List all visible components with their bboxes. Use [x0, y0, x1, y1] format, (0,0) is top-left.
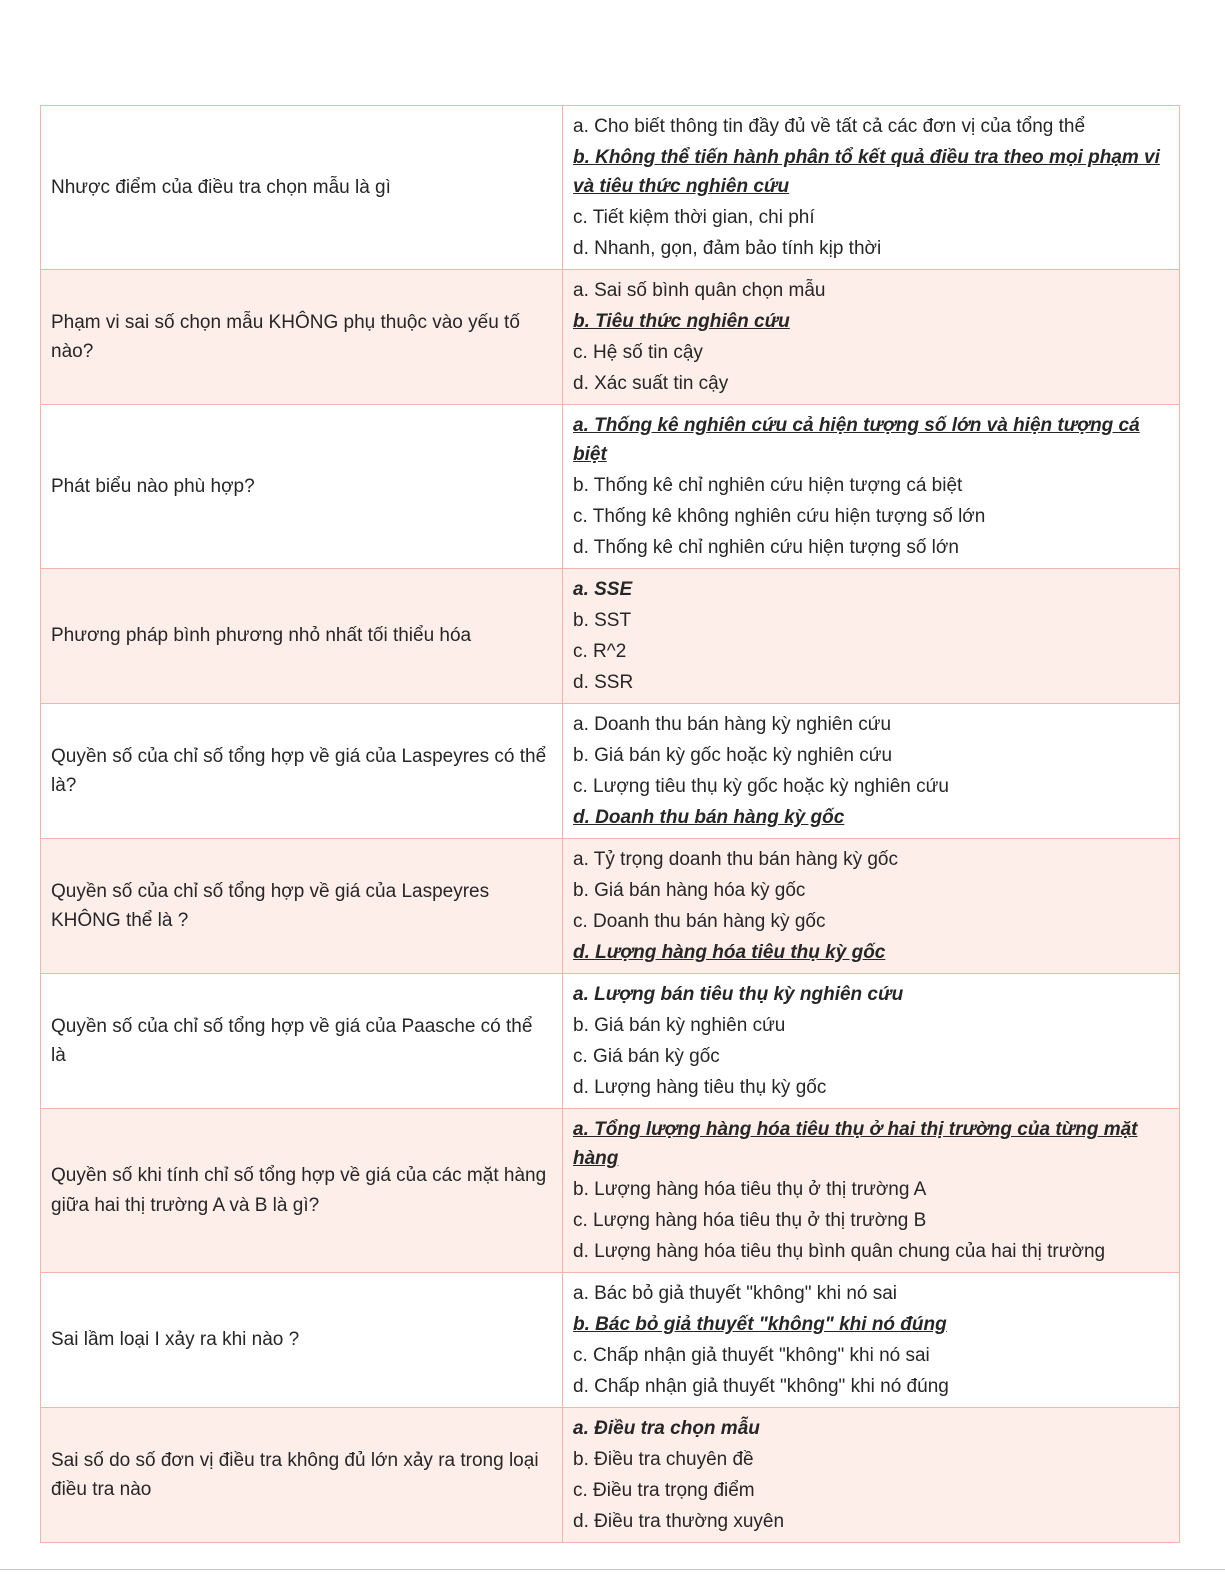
- answer-option: c. Lượng tiêu thụ kỳ gốc hoặc kỳ nghiên cứu: [573, 776, 949, 797]
- question-cell: Phạm vi sai số chọn mẫu KHÔNG phụ thuộc vào yếu tố nào?: [41, 270, 563, 405]
- answer-option: c. Chấp nhận giả thuyết "không" khi nó sai: [573, 1345, 930, 1366]
- answer-option: d. Lượng hàng tiêu thụ kỳ gốc: [573, 1077, 827, 1098]
- correct-answer-option: a. Lượng bán tiêu thụ kỳ nghiên cứu: [573, 984, 904, 1005]
- table-row: [41, 839, 1180, 974]
- answer-option: b. Lượng hàng hóa tiêu thụ ở thị trường A: [573, 1179, 927, 1200]
- answer-option: d. Điều tra thường xuyên: [573, 1511, 785, 1532]
- correct-answer-option: b. Tiêu thức nghiên cứu: [573, 311, 790, 332]
- answer-option: c. Thống kê không nghiên cứu hiện tượng số lớn: [573, 506, 986, 527]
- answer-option: d. Xác suất tin cậy: [573, 373, 729, 394]
- answer-option: c. R^2: [573, 641, 627, 662]
- question-cell: Phát biểu nào phù hợp?: [41, 405, 563, 569]
- correct-answer-option: b. Không thể tiến hành phân tổ kết quả điều tra theo mọi phạm vi và tiêu thức nghiên cứu: [573, 147, 1160, 197]
- answer-option: d. SSR: [573, 672, 634, 693]
- answer-option: c. Lượng hàng hóa tiêu thụ ở thị trường B: [573, 1210, 927, 1231]
- answers-cell: [563, 569, 1180, 704]
- correct-answer-option: b. Bác bỏ giả thuyết "không" khi nó đúng: [573, 1314, 947, 1335]
- table-row: [41, 405, 1180, 569]
- answer-option: b. Điều tra chuyên đề: [573, 1449, 754, 1470]
- answers-cell: [563, 1408, 1180, 1543]
- answers-cell: [563, 974, 1180, 1109]
- answer-option: d. Nhanh, gọn, đảm bảo tính kịp thời: [573, 238, 882, 259]
- answer-option: c. Điều tra trọng điểm: [573, 1480, 755, 1501]
- answer-option: c. Tiết kiệm thời gian, chi phí: [573, 207, 815, 228]
- table-row: [41, 1408, 1180, 1543]
- answer-option: c. Hệ số tin cậy: [573, 342, 703, 363]
- correct-answer-option: a. SSE: [573, 579, 633, 600]
- answer-option: a. Sai số bình quân chọn mẫu: [573, 280, 826, 301]
- answer-option: d. Lượng hàng hóa tiêu thụ bình quân chung của hai thị trường: [573, 1241, 1106, 1262]
- answers-cell: [563, 839, 1180, 974]
- answer-option: b. Giá bán kỳ gốc hoặc kỳ nghiên cứu: [573, 745, 893, 766]
- answers-cell: [563, 704, 1180, 839]
- correct-answer-option: a. Tổng lượng hàng hóa tiêu thụ ở hai thị trường của từng mặt hàng: [573, 1119, 1138, 1169]
- answer-option: b. Thống kê chỉ nghiên cứu hiện tượng cá biệt: [573, 475, 963, 496]
- correct-answer-option: d. Doanh thu bán hàng kỳ gốc: [573, 807, 845, 828]
- page-bottom-divider: [0, 1569, 1225, 1570]
- answer-option: b. Giá bán kỳ nghiên cứu: [573, 1015, 786, 1036]
- answer-option: c. Doanh thu bán hàng kỳ gốc: [573, 911, 826, 932]
- quiz-table-body: [41, 106, 1180, 1543]
- table-row: [41, 270, 1180, 405]
- table-row: [41, 106, 1180, 270]
- question-cell: Nhược điểm của điều tra chọn mẫu là gì: [41, 106, 563, 270]
- answer-option: d. Thống kê chỉ nghiên cứu hiện tượng số lớn: [573, 537, 959, 558]
- answer-option: d. Chấp nhận giả thuyết "không" khi nó đúng: [573, 1376, 949, 1397]
- answers-cell: [563, 405, 1180, 569]
- table-row: [41, 704, 1180, 839]
- answer-option: a. Doanh thu bán hàng kỳ nghiên cứu: [573, 714, 892, 735]
- question-cell: Quyền số khi tính chỉ số tổng hợp về giá của các mặt hàng giữa hai thị trường A và B là gì?: [41, 1109, 563, 1273]
- question-cell: Sai lầm loại I xảy ra khi nào ?: [41, 1273, 563, 1408]
- question-cell: Sai số do số đơn vị điều tra không đủ lớn xảy ra trong loại điều tra nào: [41, 1408, 563, 1543]
- answers-cell: [563, 106, 1180, 270]
- correct-answer-option: d. Lượng hàng hóa tiêu thụ kỳ gốc: [573, 942, 886, 963]
- quiz-table: [40, 105, 1180, 1543]
- correct-answer-option: a. Điều tra chọn mẫu: [573, 1418, 760, 1439]
- table-row: [41, 974, 1180, 1109]
- answers-cell: [563, 1109, 1180, 1273]
- question-cell: Phương pháp bình phương nhỏ nhất tối thiểu hóa: [41, 569, 563, 704]
- answers-cell: [563, 270, 1180, 405]
- question-cell: Quyền số của chỉ số tổng hợp về giá của Laspeyres có thể là?: [41, 704, 563, 839]
- answer-option: b. Giá bán hàng hóa kỳ gốc: [573, 880, 806, 901]
- answer-option: a. Tỷ trọng doanh thu bán hàng kỳ gốc: [573, 849, 898, 870]
- answer-option: c. Giá bán kỳ gốc: [573, 1046, 720, 1067]
- table-row: [41, 1109, 1180, 1273]
- question-cell: Quyền số của chỉ số tổng hợp về giá của Paasche có thể là: [41, 974, 563, 1109]
- answer-option: a. Bác bỏ giả thuyết "không" khi nó sai: [573, 1283, 898, 1304]
- question-cell: Quyền số của chỉ số tổng hợp về giá của Laspeyres KHÔNG thể là ?: [41, 839, 563, 974]
- table-row: [41, 569, 1180, 704]
- correct-answer-option: a. Thống kê nghiên cứu cả hiện tượng số lớn và hiện tượng cá biệt: [573, 415, 1140, 465]
- answer-option: b. SST: [573, 610, 632, 631]
- table-row: [41, 1273, 1180, 1408]
- answers-cell: [563, 1273, 1180, 1408]
- answer-option: a. Cho biết thông tin đầy đủ về tất cả các đơn vị của tổng thể: [573, 116, 1086, 137]
